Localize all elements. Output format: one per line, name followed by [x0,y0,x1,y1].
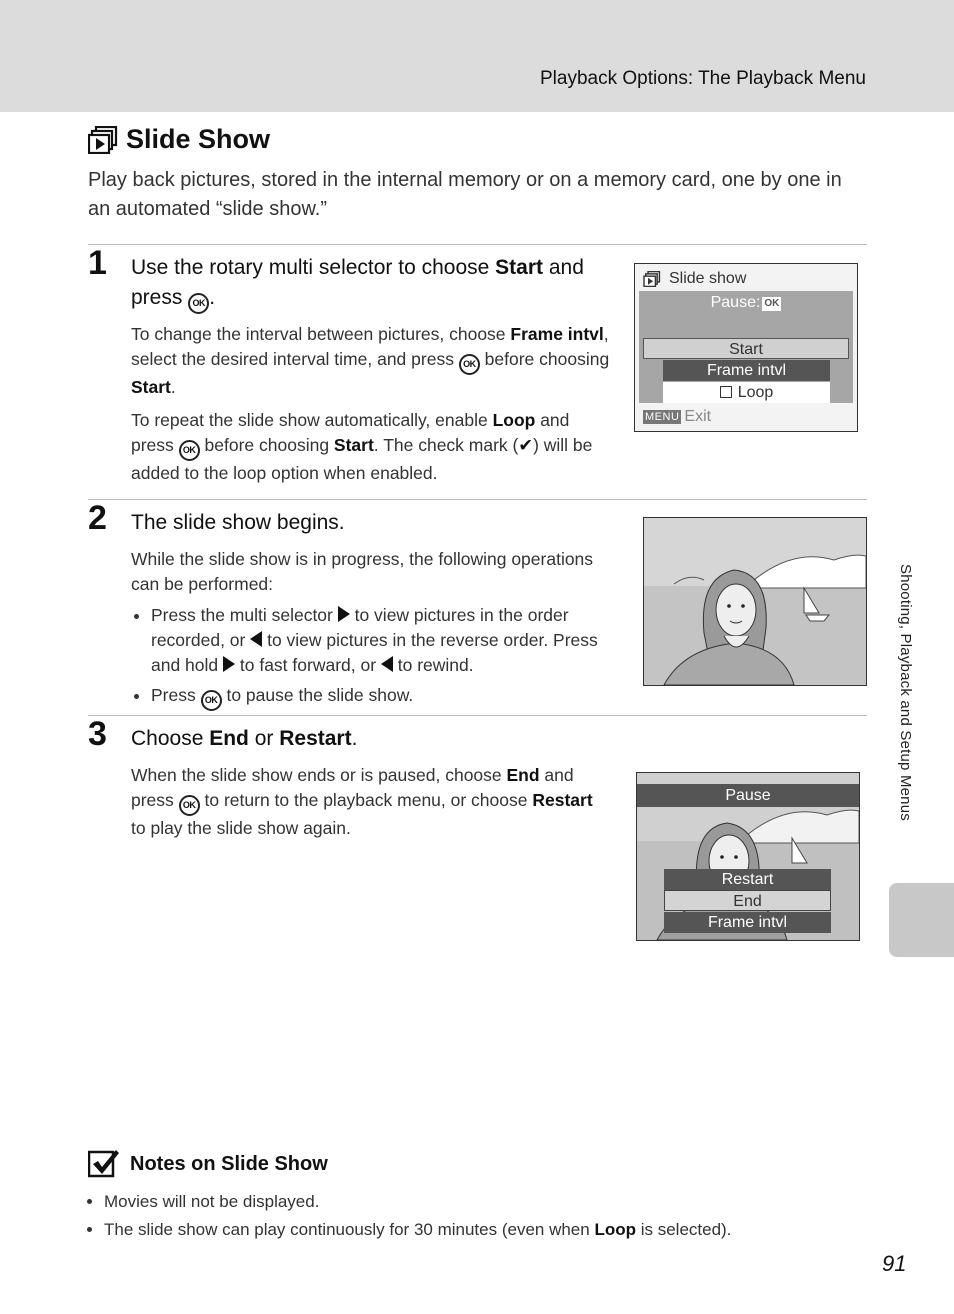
left-arrow-icon [381,656,393,672]
menu-item-loop[interactable]: Loop [663,382,830,403]
slideshow-icon [88,126,118,154]
menu-item-start[interactable]: Start [643,338,849,359]
page-title-block [88,124,270,155]
step-heading: Use the rotary multi selector to choose Start and press OK . [131,253,611,314]
list-item: • Press OK to pause the slide show. [151,683,611,711]
step-number: 3 [88,715,107,753]
page-title: Slide Show [126,124,271,154]
paragraph: To repeat the slide show automatically, enable Loop and press OK before choosing Start. The check mark (✔) will be added to the loop option when enabled. [131,410,593,483]
slideshow-playback-image [643,517,867,686]
side-tab [889,883,954,957]
checkmark-icon: ✔ [518,435,534,455]
checkbox-icon [720,386,732,398]
step-number: 2 [88,499,107,537]
divider [88,715,867,716]
right-arrow-icon [223,656,235,672]
slideshow-icon [643,271,661,287]
section-title: Playback Options: The Playback Menu [540,68,866,89]
list-item: • The slide show can play continuously for 30 minutes (even when Loop is selected). [104,1216,904,1244]
right-arrow-icon [338,606,350,622]
menu-item-restart[interactable]: Restart [664,869,831,890]
screen-header [643,270,746,288]
divider [88,499,867,500]
page-number: 91 [882,1251,907,1276]
ok-button-icon: OK [179,795,200,816]
paragraph: While the slide show is in progress, the following operations can be performed: [131,549,594,594]
notes-heading [88,1148,328,1180]
notes-list [88,1188,904,1244]
paragraph: To change the interval between pictures, choose Frame intvl, select the desired interval time, and press OK before choosing Start. [131,324,610,397]
menu-item-frame-intvl[interactable]: Frame intvl [664,912,831,933]
ok-button-icon: OK [188,293,209,314]
step-number: 1 [88,244,107,282]
step-body [131,763,611,849]
exit-hint: MENU Exit [645,408,712,425]
checkmark-icon [88,1148,120,1180]
side-tab-label: Shooting, Playback and Setup Menus [897,564,914,821]
step-body [131,547,611,716]
notes-title: Notes on Slide Show [130,1152,328,1175]
menu-item-end[interactable]: End [664,890,831,911]
slideshow-menu-screen [634,263,858,432]
step-body [131,322,611,494]
step-heading: The slide show begins. [131,511,345,534]
pause-label: Pause: OK [710,294,780,311]
paragraph: When the slide show ends or is paused, choose End and press OK to return to the playback menu, or choose Restart to play the slide show again. [131,765,593,838]
list-item: • Movies will not be displayed. [104,1188,904,1216]
menu-panel [639,291,853,403]
header-bar [0,0,954,112]
menu-item-frame-intvl[interactable]: Frame intvl [663,360,830,381]
ok-button-icon: OK [179,440,200,461]
list-item: • Press the multi selector to view pictures in the order recorded, or to view pictures in the reverse order. Press and hold to fast forward, or to rewind. [151,603,611,678]
menu-button-icon: MENU [645,411,680,423]
left-arrow-icon [250,631,262,647]
portrait-illustration [644,518,866,685]
screen-header-label: Slide show [669,270,747,287]
step-heading: Choose End or Restart. [131,727,358,750]
pause-menu-screen [636,772,860,941]
intro-text: Play back pictures, stored in the internal memory or on a memory card, one by one in an automated “slide show.” [88,169,842,220]
bullet-list [131,603,611,711]
ok-button-icon: OK [201,690,222,711]
pause-bar: Pause [637,784,859,807]
ok-icon: OK [764,298,780,309]
divider [88,244,867,245]
ok-button-icon: OK [459,354,480,375]
